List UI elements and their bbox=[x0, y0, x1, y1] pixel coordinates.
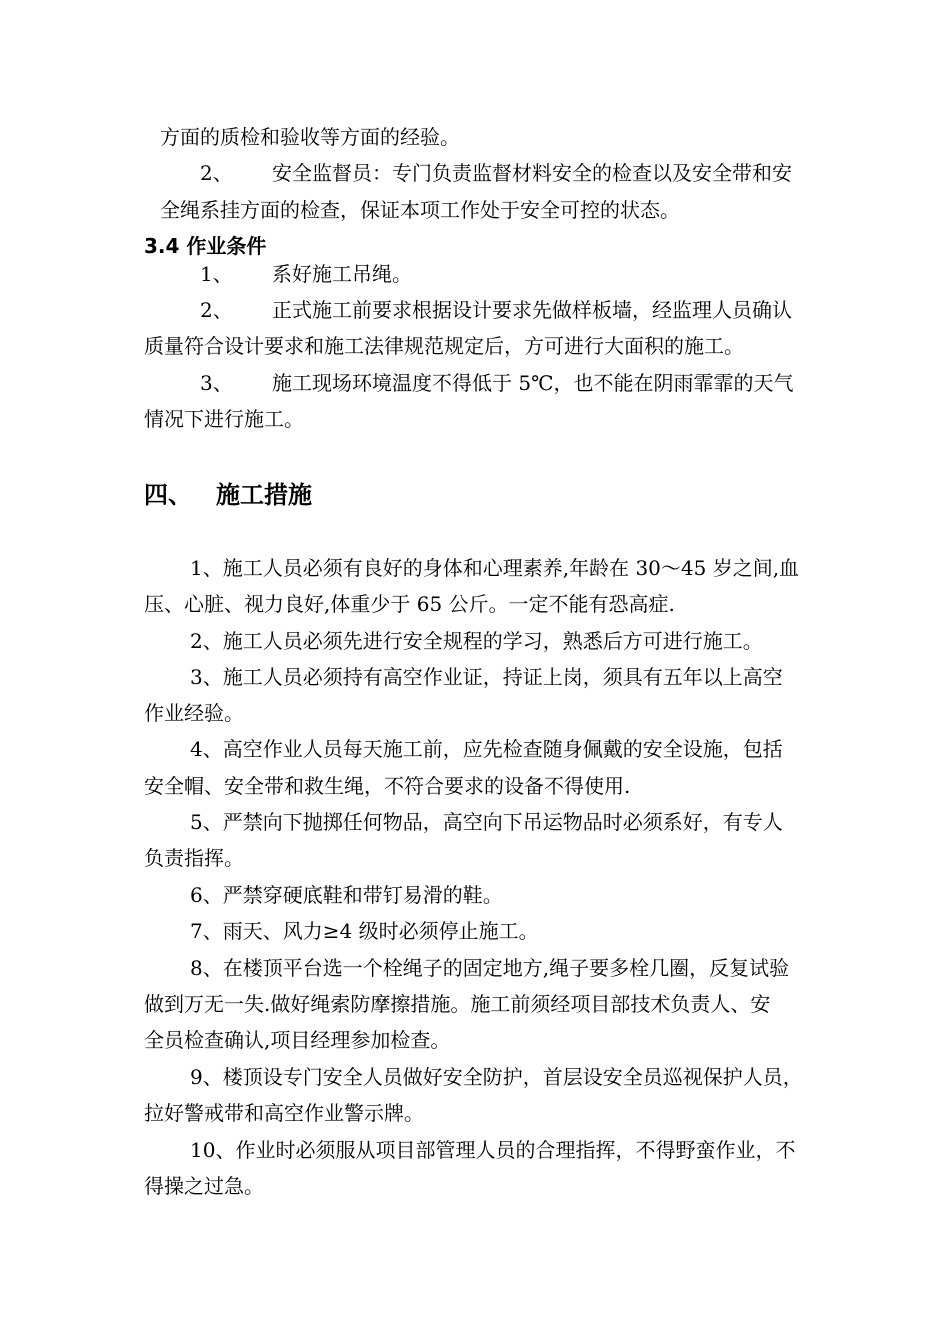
staffing-item2-number: 2、 bbox=[200, 161, 233, 185]
measure-8-line2: 做到万无一失.做好绳索防摩擦措施。施工前须经项目部技术负责人、安 bbox=[144, 992, 771, 1016]
condition-item2-line2: 质量符合设计要求和施工法律规范规定后，方可进行大面积的施工。 bbox=[144, 334, 744, 358]
condition-item3-number: 3、 bbox=[200, 371, 233, 395]
condition-item2-line1: 正式施工前要求根据设计要求先做样板墙，经监理人员确认 bbox=[272, 298, 792, 322]
measure-4-line2: 安全帽、安全带和救生绳，不符合要求的设备不得使用. bbox=[144, 774, 631, 798]
condition-item3-line1: 施工现场环境温度不得低于 5℃，也不能在阴雨霏霏的天气 bbox=[272, 371, 794, 395]
measure-1-line1: 1、施工人员必须有良好的身体和心理素养,年龄在 30～45 岁之间,血 bbox=[190, 556, 800, 580]
condition-item1-number: 1、 bbox=[200, 262, 233, 286]
condition-item1-text: 系好施工吊绳。 bbox=[272, 262, 412, 286]
chapter-number: 四、 bbox=[144, 481, 192, 509]
measure-10-line2: 得操之过急。 bbox=[144, 1174, 264, 1198]
measure-9-line2: 拉好警戒带和高空作业警示牌。 bbox=[144, 1101, 424, 1125]
measure-8-line1: 8、在楼顶平台选一个栓绳子的固定地方,绳子要多栓几圈，反复试验 bbox=[190, 956, 790, 980]
measure-9-line1: 9、楼顶设专门安全人员做好安全防护，首层设安全员巡视保护人员， bbox=[190, 1065, 803, 1089]
measure-3-line1: 3、施工人员必须持有高空作业证，持证上岗，须具有五年以上高空 bbox=[190, 665, 783, 689]
measure-1-line2: 压、心脏、视力良好,体重少于 65 公斤。一定不能有恐高症. bbox=[144, 592, 675, 616]
measure-8-line3: 全员检查确认,项目经理参加检查。 bbox=[144, 1028, 451, 1052]
condition-item2-number: 2、 bbox=[200, 298, 233, 322]
measure-6-line1: 6、严禁穿硬底鞋和带钉易滑的鞋。 bbox=[190, 883, 503, 907]
staffing-item2-line2: 全绳系挂方面的检查，保证本项工作处于安全可控的状态。 bbox=[160, 198, 680, 222]
measure-5-line1: 5、严禁向下抛掷任何物品，高空向下吊运物品时必须系好，有专人 bbox=[190, 810, 783, 834]
measure-2-line1: 2、施工人员必须先进行安全规程的学习，熟悉后方可进行施工。 bbox=[190, 629, 763, 653]
measure-3-line2: 作业经验。 bbox=[144, 701, 244, 725]
measure-4-line1: 4、高空作业人员每天施工前，应先检查随身佩戴的安全设施，包括 bbox=[190, 737, 783, 761]
staffing-item2-line1: 安全监督员：专门负责监督材料安全的检查以及安全带和安 bbox=[272, 161, 792, 185]
measure-10-line1: 10、作业时必须服从项目部管理人员的合理指挥，不得野蛮作业，不 bbox=[190, 1138, 796, 1162]
condition-item3-line2: 情况下进行施工。 bbox=[144, 407, 304, 431]
staffing-item1-continuation: 方面的质检和验收等方面的经验。 bbox=[160, 125, 460, 149]
measure-7-line1: 7、雨天、风力≥4 级时必须停止施工。 bbox=[190, 919, 539, 943]
section-heading-3-4: 3.4 作业条件 bbox=[144, 234, 267, 258]
measure-5-line2: 负责指挥。 bbox=[144, 846, 244, 870]
chapter-title: 施工措施 bbox=[216, 481, 312, 509]
